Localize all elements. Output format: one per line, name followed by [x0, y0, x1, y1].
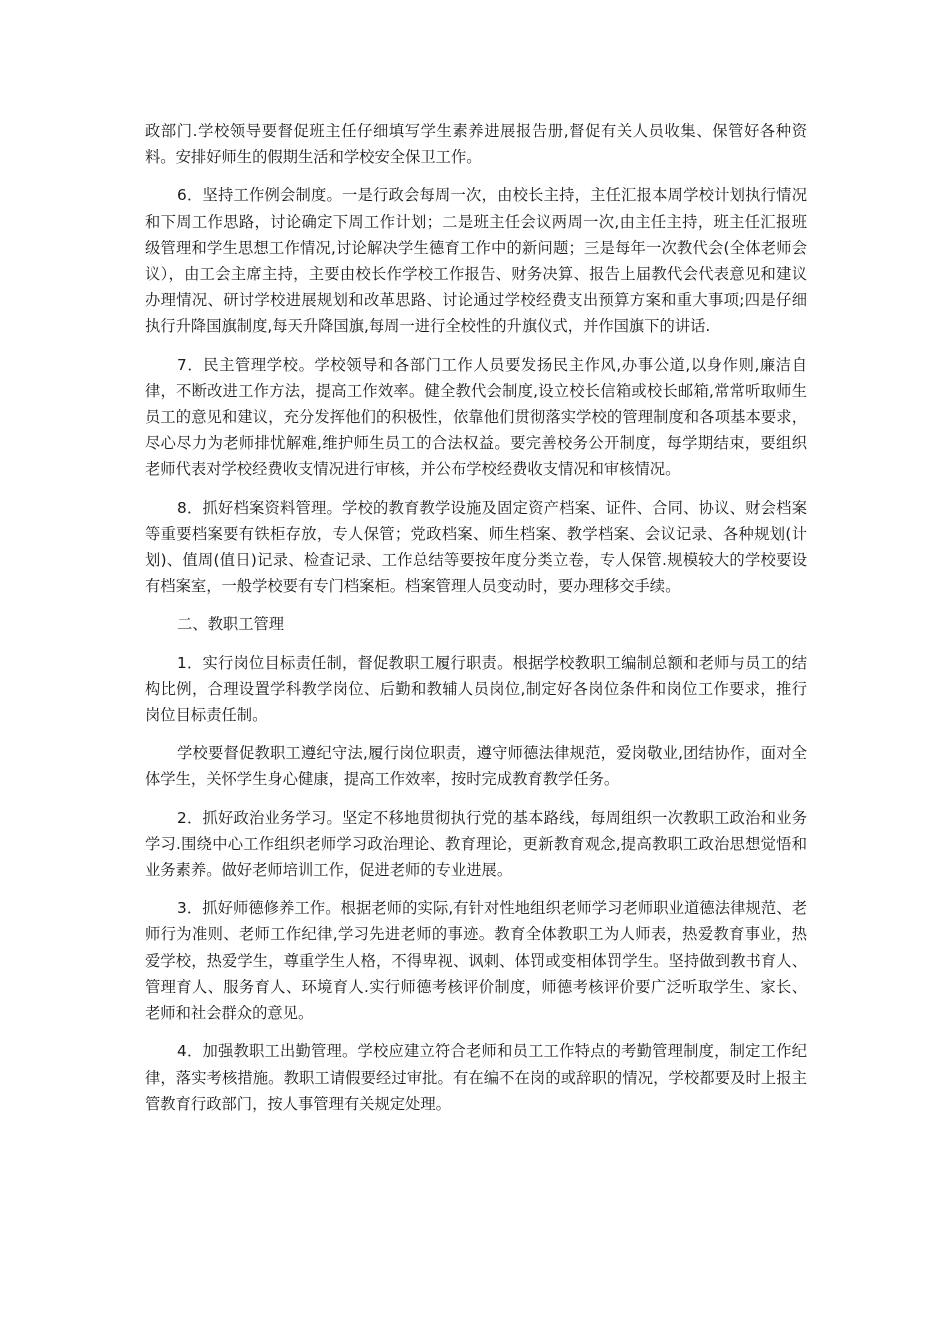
paragraph-item-2-study: 2．抓好政治业务学习。坚定不移地贯彻执行党的基本路线，每周组织一次教职工政治和业务学习.围绕中心工作组织老师学习政治理论、教育理论，更新教育观念,提高教职工政治思想觉悟和业务素养。做好老师培训工作，促进老师的专业进展。 [145, 808, 807, 880]
paragraph-item-3-ethics: 3．抓好师德修养工作。根据老师的实际,有针对性地组织老师学习老师职业道德法律规范、老师行为准则、老师工作纪律,学习先进老师的事迹。教育全体教职工为人师表，热爱教育事业，热爱学校，热爱学生，尊重学生人格，不得卑视、讽刺、体罚或变相体罚学生。坚持做到教书育人、管理育人、服务育人、环境育人.实行师德考核评价制度，师德考核评价要广泛听取学生、家长、老师和社会群众的意见。 [145, 899, 807, 1023]
paragraph-item-1-responsibility: 1．实行岗位目标责任制，督促教职工履行职责。根据学校教职工编制总额和老师与员工的结构比例，合理设置学科教学岗位、后勤和教辅人员岗位,制定好各岗位条件和岗位工作要求，推行岗位目标责任制。 [145, 653, 807, 725]
paragraph-continuation: 政部门.学校领导要督促班主任仔细填写学生素养进展报告册,督促有关人员收集、保管好各种资料。安排好师生的假期生活和学校安全保卫工作。 [145, 122, 807, 167]
paragraph-item-7-democratic-management: 7．民主管理学校。学校领导和各部门工作人员要发扬民主作风,办事公道,以身作则,廉洁自律，不断改进工作方法，提高工作效率。健全教代会制度,设立校长信箱或校长邮箱,常常听取师生员工的意见和建议，充分发挥他们的积极性，依靠他们贯彻落实学校的管理制度和各项基本要求，尽心尽力为老师排忧解难,维护师生员工的合法权益。要完善校务公开制度，每学期结束，要组织老师代表对学校经费收支情况进行审核，并公布学校经费收支情况和审核情况。 [145, 355, 807, 479]
paragraph-item-4-attendance: 4．加强教职工出勤管理。学校应建立符合老师和员工工作特点的考勤管理制度，制定工作纪律，落实考核措施。教职工请假要经过审批。有在编不在岗的或辞职的情况，学校都要及时上报主管教育行政部门，按人事管理有关规定处理。 [145, 1042, 807, 1113]
paragraph-item-8-archive-management: 8．抓好档案资料管理。学校的教育教学设施及固定资产档案、证件、合同、协议、财会档案等重要档案要有铁柜存放，专人保管；党政档案、师生档案、教学档案、会议记录、各种规划(计划)、值周(值日)记录、检查记录、工作总结等要按年度分类立卷，专人保管.规模较大的学校要设有档案室，一般学校要有专门档案柜。档案管理人员变动时，要办理移交手续。 [145, 498, 807, 596]
paragraph-item-6-meeting-system: 6．坚持工作例会制度。一是行政会每周一次，由校长主持，主任汇报本周学校计划执行情况和下周工作思路，讨论确定下周工作计划；二是班主任会议两周一次,由主任主持，班主任汇报班级管理和学生思想工作情况,讨论解决学生德育工作中的新问题；三是每年一次教代会(全体老师会议），由工会主席主持，主要由校长作学校工作报告、财务决算、报告上届教代会代表意见和建议办理情况、研讨学校进展规划和改革思路、讨论通过学校经费支出预算方案和重大事项;四是仔细执行升降国旗制度,每天升降国旗,每周一进行全校性的升旗仪式，并作国旗下的讲话. [145, 186, 807, 336]
paragraph-item-1-discipline: 学校要督促教职工遵纪守法,履行岗位职责，遵守师德法律规范，爱岗敬业,团结协作，面对全体学生，关怀学生身心健康，提高工作效率，按时完成教育教学任务。 [145, 744, 807, 789]
document-body [145, 118, 807, 1129]
section-heading-staff-management: 二、教职工管理 [177, 615, 285, 634]
